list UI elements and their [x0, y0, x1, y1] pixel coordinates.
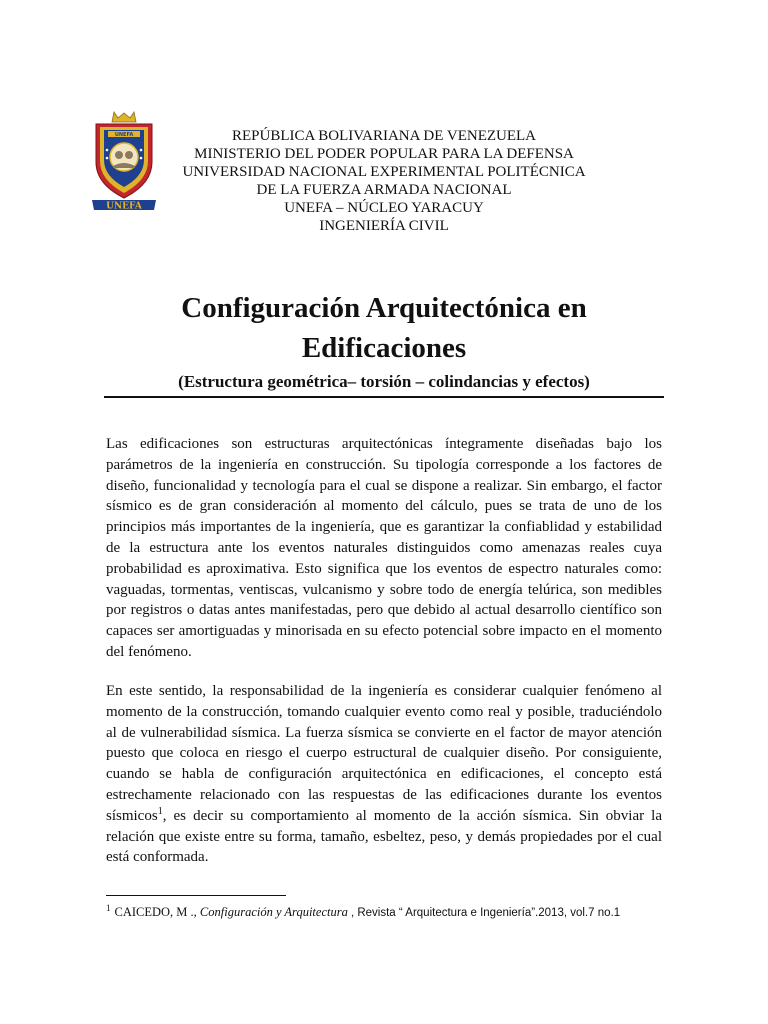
footnote-divider	[106, 895, 286, 896]
footnote-source: , Revista “ Arquitectura e Ingeniería”.2013, vol.7 no.1	[350, 907, 621, 919]
header-line-country: REPÚBLICA BOLIVARIANA DE VENEZUELA	[231, 128, 537, 144]
title-divider	[104, 396, 664, 398]
crest-bottom-text: UNEFA	[106, 201, 142, 212]
crest-top-text: UNEFA	[114, 132, 134, 138]
header-line-program: INGENIERÍA CIVIL	[319, 218, 449, 234]
body-paragraph-1: Las edificaciones son estructuras arquitectónicas íntegramente diseñadas bajo los parámetros de la ingeniería en construcción. Su tipología corresponde a los factores de diseño, funcionalidad y tecnología para el cual se dispone a realizar. Sin embargo, el factor sísmico es de gran consideración al momento del cálculo, pues se trata de uno de los principios más importantes de la ingeniería, que es garantizar la confiablidad y estabilidad de la estructura ante los eventos naturales distinguidos como amenazas reales cuya probabilidad es aproximativa. Esto significa que los eventos de espectro naturales como: vaguadas, tormentas, ventiscas, vulcanismo y sobre todo de energía telúrica, son medibles por registros o datas antes manifestadas, pero que debido al actual desarrollo científico son capaces ser amortiguadas y minorisada en su efecto potencial sobre impacto en el momento del fenómeno.	[106, 436, 662, 660]
document-title	[104, 288, 664, 368]
header-line-ministry: MINISTERIO DEL PODER POPULAR PARA LA DEFENSA	[194, 146, 574, 162]
footnote	[106, 904, 666, 921]
document-subtitle: (Estructura geométrica– torsión – colindancias y efectos)	[178, 372, 590, 391]
paragraph-2-text-a: En este sentido, la responsabilidad de la ingeniería es considerar cualquier fenómeno al momento de la construcción, tomando cualquier evento como real y posible, traduciéndolo al de vulnerabilidad sísmica. La fuerza sísmica se convierte en el factor de mayor atención puesto que coloca en riesgo el cuerpo estructural de cualquier diseño. Por consiguiente, cuando se habla de configuración arquitectónica en edificaciones, el concepto está estrechamente relacionado con las respuestas de las edificaciones durante los eventos sísmicos	[106, 683, 662, 824]
footnote-author: CAICEDO, M .,	[114, 905, 197, 919]
footnote-work-title: Configuración y Arquitectura	[199, 905, 348, 919]
header-line-campus: UNEFA – NÚCLEO YARACUY	[284, 200, 484, 216]
title-line-1: Configuración Arquitectónica en	[181, 292, 587, 324]
header-line-university: UNIVERSIDAD NACIONAL EXPERIMENTAL POLITÉCNICA	[182, 164, 586, 180]
paragraph-2-text-b: , es decir su comportamiento al momento de la acción sísmica. Sin obviar la relación que existe entre su forma, tamaño, esbeltez, peso, y demás propiedades por el cual está conformada.	[106, 807, 662, 866]
title-line-2: Edificaciones	[301, 332, 467, 364]
unefa-crest-icon	[88, 110, 160, 214]
institution-header	[160, 127, 608, 235]
header-line-armed-forces: DE LA FUERZA ARMADA NACIONAL	[256, 182, 512, 198]
footnote-number: 1	[106, 902, 111, 913]
body-paragraph-2	[106, 681, 662, 868]
footnote-reference[interactable]: 1	[157, 805, 163, 817]
